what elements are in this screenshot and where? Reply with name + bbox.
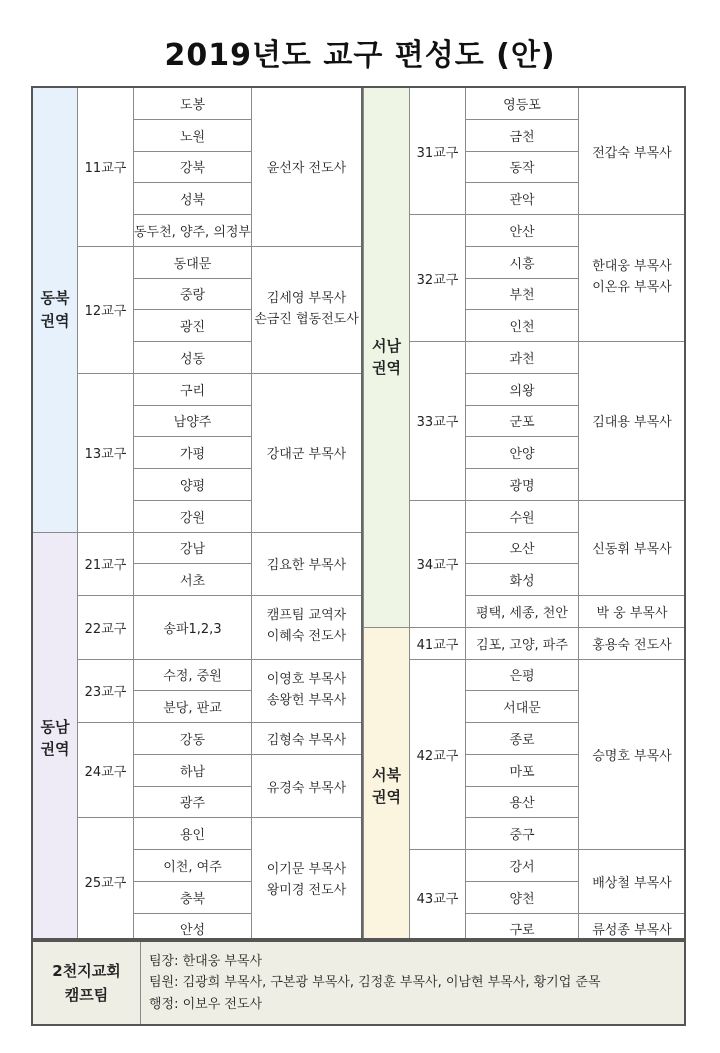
district-name: 34교구 bbox=[410, 500, 466, 627]
area-cell: 수정, 중원 bbox=[134, 659, 252, 691]
area-cell: 군포 bbox=[466, 405, 579, 437]
area-cell: 평택, 세종, 천안 bbox=[466, 596, 579, 628]
area-cell: 노원 bbox=[134, 119, 252, 151]
area-cell: 관악 bbox=[466, 183, 579, 215]
region-label-seobuk: 서북 권역 bbox=[364, 627, 410, 945]
area-cell: 부천 bbox=[466, 278, 579, 310]
area-cell: 용산 bbox=[466, 786, 579, 818]
pastor-cell: 김요한 부목사 bbox=[252, 532, 362, 596]
table-row bbox=[33, 723, 362, 755]
pastor-cell: 이기문 부목사 왕미경 전도사 bbox=[252, 818, 362, 945]
pastor-cell: 한대웅 부목사 이온유 부목사 bbox=[579, 215, 686, 342]
area-cell: 광진 bbox=[134, 310, 252, 342]
area-cell: 성북 bbox=[134, 183, 252, 215]
pastor-cell: 유경숙 부목사 bbox=[252, 754, 362, 818]
table-row bbox=[33, 818, 362, 850]
table-row bbox=[364, 215, 686, 247]
area-cell: 구리 bbox=[134, 373, 252, 405]
pastor-cell: 박 웅 부목사 bbox=[579, 596, 686, 628]
area-cell: 하남 bbox=[134, 754, 252, 786]
area-cell: 안양 bbox=[466, 437, 579, 469]
footer-line-members: 팀원: 김광희 부목사, 구본광 부목사, 김정훈 부목사, 이남현 부목사, 황기업 준목 bbox=[149, 975, 601, 991]
pastor-cell: 이영호 부목사 송왕헌 부목사 bbox=[252, 659, 362, 723]
area-cell: 김포, 고양, 파주 bbox=[466, 627, 579, 659]
table-row bbox=[33, 532, 362, 564]
district-name: 31교구 bbox=[410, 88, 466, 215]
table-row bbox=[33, 246, 362, 278]
area-cell: 강남 bbox=[134, 532, 252, 564]
area-cell: 화성 bbox=[466, 564, 579, 596]
area-cell: 과천 bbox=[466, 342, 579, 374]
area-cell: 충북 bbox=[134, 881, 252, 913]
pastor-cell: 배상철 부목사 bbox=[579, 850, 686, 914]
footer-line-admin: 행정: 이보우 전도사 bbox=[149, 996, 263, 1012]
area-cell: 성동 bbox=[134, 342, 252, 374]
district-name: 22교구 bbox=[78, 596, 134, 660]
area-cell: 구로 bbox=[466, 913, 579, 945]
district-name: 41교구 bbox=[410, 627, 466, 659]
page-title: 2019년도 교구 편성도 (안) bbox=[164, 38, 556, 73]
region-label-dongbuk: 동북 권역 bbox=[33, 88, 78, 533]
area-cell: 도봉 bbox=[134, 88, 252, 120]
area-cell: 중랑 bbox=[134, 278, 252, 310]
area-cell: 가평 bbox=[134, 437, 252, 469]
footer-label: 2천지교회 캠프팀 bbox=[33, 942, 141, 1024]
area-cell: 강북 bbox=[134, 151, 252, 183]
pastor-cell: 김세영 부목사 손금진 협동전도사 bbox=[252, 246, 362, 373]
area-cell: 수원 bbox=[466, 500, 579, 532]
region-label-seonam: 서남 권역 bbox=[364, 88, 410, 628]
area-cell: 광주 bbox=[134, 786, 252, 818]
pastor-cell: 승명호 부목사 bbox=[579, 659, 686, 850]
district-name: 32교구 bbox=[410, 215, 466, 342]
pastor-cell: 전갑숙 부목사 bbox=[579, 88, 686, 215]
footer-line-leader: 팀장: 한대웅 부목사 bbox=[149, 953, 263, 969]
table-row bbox=[364, 342, 686, 374]
area-cell: 마포 bbox=[466, 754, 579, 786]
table-row bbox=[364, 850, 686, 882]
area-cell: 안산 bbox=[466, 215, 579, 247]
pastor-cell: 김대용 부목사 bbox=[579, 342, 686, 501]
district-name: 12교구 bbox=[78, 246, 134, 373]
district-name: 43교구 bbox=[410, 850, 466, 945]
pastor-cell: 류성종 부목사 bbox=[579, 913, 686, 945]
table-row bbox=[33, 596, 362, 628]
area-cell: 서초 bbox=[134, 564, 252, 596]
table-row bbox=[364, 659, 686, 691]
area-cell: 시흥 bbox=[466, 246, 579, 278]
pastor-cell: 강대군 부목사 bbox=[252, 373, 362, 532]
district-name: 42교구 bbox=[410, 659, 466, 850]
table-row bbox=[33, 659, 362, 691]
area-cell: 금천 bbox=[466, 119, 579, 151]
area-cell: 남양주 bbox=[134, 405, 252, 437]
table-row bbox=[33, 88, 362, 120]
area-cell: 동작 bbox=[466, 151, 579, 183]
area-cell: 양천 bbox=[466, 881, 579, 913]
pastor-cell: 홍용숙 전도사 bbox=[579, 627, 686, 659]
district-name: 21교구 bbox=[78, 532, 134, 596]
left-district-table bbox=[32, 87, 362, 945]
area-cell: 동대문 bbox=[134, 246, 252, 278]
area-cell: 오산 bbox=[466, 532, 579, 564]
table-row bbox=[364, 500, 686, 532]
area-cell: 용인 bbox=[134, 818, 252, 850]
area-cell: 안성 bbox=[134, 913, 252, 945]
table-row bbox=[364, 88, 686, 120]
area-cell: 중구 bbox=[466, 818, 579, 850]
pastor-cell: 윤선자 전도사 bbox=[252, 88, 362, 247]
area-cell: 강서 bbox=[466, 850, 579, 882]
area-cell: 강동 bbox=[134, 723, 252, 755]
district-name: 11교구 bbox=[78, 88, 134, 247]
table-row bbox=[33, 373, 362, 405]
district-name: 33교구 bbox=[410, 342, 466, 501]
area-cell: 은평 bbox=[466, 659, 579, 691]
area-cell: 광명 bbox=[466, 469, 579, 501]
area-cell: 동두천, 양주, 의정부 bbox=[134, 215, 252, 247]
pastor-cell: 캠프팀 교역자 이혜숙 전도사 bbox=[252, 596, 362, 660]
area-cell: 강원 bbox=[134, 500, 252, 532]
right-district-table bbox=[363, 87, 686, 945]
area-cell: 송파1,2,3 bbox=[134, 596, 252, 660]
area-cell: 영등포 bbox=[466, 88, 579, 120]
district-name: 25교구 bbox=[78, 818, 134, 945]
district-name: 13교구 bbox=[78, 373, 134, 532]
table-row bbox=[364, 627, 686, 659]
area-cell: 종로 bbox=[466, 723, 579, 755]
center-divider bbox=[361, 86, 363, 940]
area-cell: 양평 bbox=[134, 469, 252, 501]
region-label-dongnam: 동남 권역 bbox=[33, 532, 78, 945]
district-name: 24교구 bbox=[78, 723, 134, 818]
pastor-cell: 신동휘 부목사 bbox=[579, 500, 686, 595]
area-cell: 의왕 bbox=[466, 373, 579, 405]
area-cell: 서대문 bbox=[466, 691, 579, 723]
pastor-cell: 김형숙 부목사 bbox=[252, 723, 362, 755]
district-name: 23교구 bbox=[78, 659, 134, 723]
area-cell: 이천, 여주 bbox=[134, 850, 252, 882]
area-cell: 분당, 판교 bbox=[134, 691, 252, 723]
area-cell: 인천 bbox=[466, 310, 579, 342]
camp-team-footer bbox=[31, 940, 686, 1026]
footer-members bbox=[141, 942, 684, 1024]
